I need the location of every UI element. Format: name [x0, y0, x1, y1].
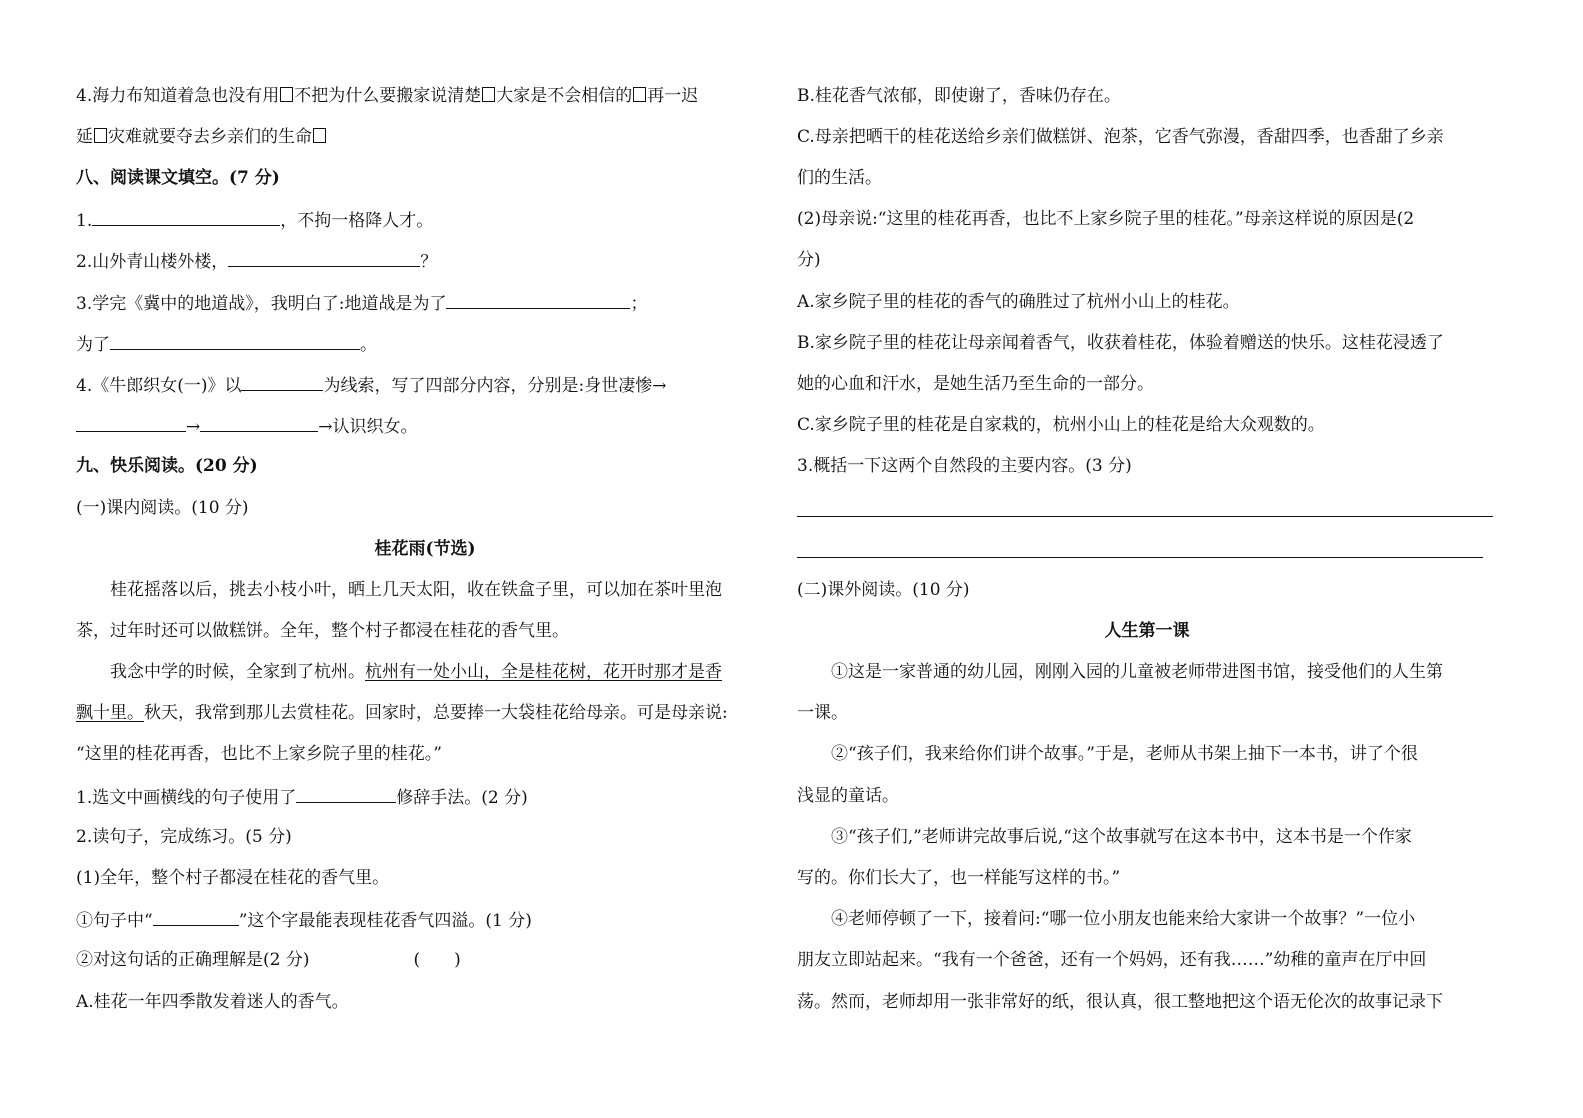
article-para1-line2: 一课。: [797, 703, 848, 723]
r-option-b-line1: B.家乡院子里的桂花让母亲闻着香气，收获着桂花，体验着赠送的快乐。这桂花浸透了: [797, 333, 1444, 353]
answer-line[interactable]: [797, 557, 1483, 558]
answer-blank[interactable]: [296, 784, 396, 803]
answer-blank[interactable]: [241, 372, 323, 391]
article-para3-line1: ③“孩子们,”老师讲完故事后说,“这个故事就写在这本书中，这本书是一个作家: [831, 827, 1412, 847]
option-b: B.桂花香气浓郁，即使谢了，香味仍存在。: [797, 86, 1121, 106]
underlined-sentence: 杭州有一处小山，全是桂花树，花开时那才是香: [365, 662, 722, 682]
article-para4-line1: ④老师停顿了一下，接着问:“哪一位小朋友也能来给大家讲一个故事？”一位小: [831, 909, 1416, 929]
answer-blank[interactable]: [200, 413, 318, 432]
passage-para2-line2: 飘十里。秋天，我常到那儿去赏桂花。回家时，总要捧一大袋桂花给母亲。可是母亲说:: [76, 703, 728, 723]
question-2-1b: ②对这句话的正确理解是(2 分) ( ): [76, 950, 461, 970]
question-2: 2.读句子，完成练习。(5 分): [76, 827, 292, 847]
passage2-title: 人生第一课: [1104, 621, 1190, 641]
answer-blank[interactable]: [110, 331, 360, 350]
question-2-1a: ①句子中“ ”这个字最能表现桂花香气四溢。(1 分): [76, 907, 532, 933]
answer-blank[interactable]: [153, 907, 239, 926]
punct-box[interactable]: [313, 128, 326, 143]
question-1: 1.选文中画横线的句子使用了 修辞手法。(2 分): [76, 784, 528, 810]
answer-blank[interactable]: [446, 290, 630, 309]
answer-line[interactable]: [797, 516, 1493, 517]
s8-item-4: 4.《牛郎织女(一)》以 为线索，写了四部分内容，分别是:身世凄惨→: [76, 372, 666, 398]
s8-item-3b: 为了 。: [76, 331, 377, 357]
underlined-sentence: 飘十里。: [76, 703, 144, 723]
passage-para2-line3: “这里的桂花再香，也比不上家乡院子里的桂花。”: [76, 744, 442, 764]
answer-blank[interactable]: [92, 207, 280, 226]
article-para4-line2: 朋友立即站起来。“我有一个爸爸，还有一个妈妈，还有我……”幼稚的童声在厅中回: [797, 950, 1427, 970]
s8-item-4b: → →认识织女。: [76, 413, 418, 439]
answer-blank[interactable]: [76, 413, 186, 432]
answer-paren[interactable]: ( ): [413, 950, 461, 970]
option-c-line2: 们的生活。: [797, 168, 882, 188]
punct-box[interactable]: [482, 87, 495, 102]
subsection-extracurricular: (二)课外阅读。(10 分): [797, 580, 970, 600]
article-para3-line2: 写的。你们长大了，也一样能写这样的书。”: [797, 868, 1121, 888]
punct-box[interactable]: [280, 87, 293, 102]
r-option-c: C.家乡院子里的桂花是自家栽的，杭州小山上的桂花是给大众观数的。: [797, 415, 1325, 435]
question-2-2-line1: (2)母亲说:“这里的桂花再香，也比不上家乡院子里的桂花。”母亲这样说的原因是(2: [797, 209, 1415, 229]
passage-para1-line1: 桂花摇落以后，挑去小枝小叶，晒上几天太阳，收在铁盒子里，可以加在茶叶里泡: [110, 580, 722, 600]
s8-item-1: 1. ，不拘一格降人才。: [76, 207, 433, 233]
section-9-title: 九、快乐阅读。(20 分): [76, 456, 258, 476]
article-para2-line2: 浅显的童话。: [797, 786, 899, 806]
question-2-2-line2: 分): [797, 250, 821, 270]
article-para1-line1: ①这是一家普通的幼儿园，刚刚入园的儿童被老师带进图书馆，接受他们的人生第: [831, 662, 1443, 682]
answer-blank[interactable]: [228, 248, 420, 267]
option-a: A.桂花一年四季散发着迷人的香气。: [76, 992, 349, 1012]
punct-box[interactable]: [94, 128, 107, 143]
r-option-a: A.家乡院子里的桂花的香气的确胜过了杭州小山上的桂花。: [797, 292, 1240, 312]
section-8-title: 八、阅读课文填空。(7 分): [76, 168, 280, 188]
article-para2-line1: ②“孩子们，我来给你们讲个故事。”于是，老师从书架上抽下一本书，讲了个很: [831, 744, 1418, 764]
subsection-in-class: (一)课内阅读。(10 分): [76, 498, 249, 518]
article-para4-line3: 荡。然而，老师却用一张非常好的纸，很认真，很工整地把这个语无伦次的故事记录下: [797, 992, 1443, 1012]
q4-sentence-line2: 延 灾难就要夺去乡亲们的生命: [76, 125, 327, 149]
r-option-b-line2: 她的心血和汗水，是她生活乃至生命的一部分。: [797, 374, 1154, 394]
s8-item-3: 3.学完《冀中的地道战》，我明白了:地道战是为了 ；: [76, 290, 647, 316]
s8-item-2: 2.山外青山楼外楼， ？: [76, 248, 437, 274]
punct-box[interactable]: [633, 87, 646, 102]
passage-para1-line2: 茶，过年时还可以做糕饼。全年，整个村子都浸在桂花的香气里。: [76, 621, 569, 641]
q4-sentence-line1: 4.海力布知道着急也没有用 不把为什么要搬家说清楚 大家是不会相信的 再一迟: [76, 86, 699, 106]
question-2-1: (1)全年，整个村子都浸在桂花的香气里。: [76, 868, 390, 888]
passage-para2-line1: 我念中学的时候，全家到了杭州。杭州有一处小山，全是桂花树，花开时那才是香: [110, 662, 722, 682]
passage-title: 桂花雨(节选): [374, 539, 476, 559]
option-c-line1: C.母亲把晒干的桂花送给乡亲们做糕饼、泡茶，它香气弥漫，香甜四季，也香甜了乡亲: [797, 127, 1444, 147]
question-3: 3.概括一下这两个自然段的主要内容。(3 分): [797, 456, 1132, 476]
